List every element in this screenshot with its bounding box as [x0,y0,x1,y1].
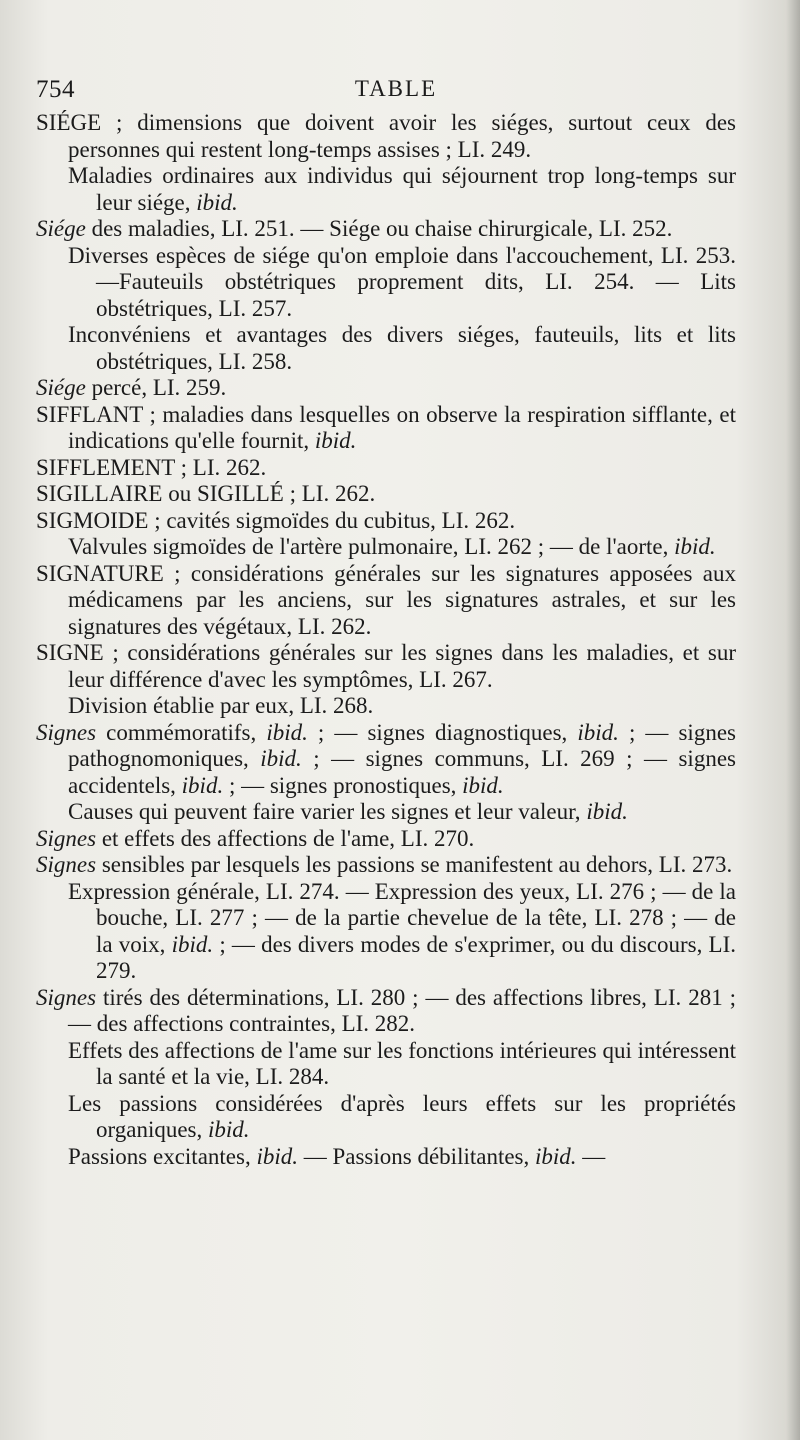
italic-text: ibid. [208,1117,250,1142]
index-entry [36,455,736,482]
entry-text: et effets des affections de l'ame, LI. 270. [96,825,475,851]
italic-text: ibid. [266,719,308,745]
index-entry [36,375,736,402]
entry-text: Effets des affections de l'ame sur les fonctions intérieures qui intéressent la santé et la vie, LI. 284. [68,1037,736,1089]
italic-text: ibid. [462,772,504,798]
entry-text: Inconvéniens et avantages des divers siéges, fauteuils, lits et lits obstétriques, LI. 258. [68,322,736,374]
index-entry [36,508,736,535]
italic-text: ibid. [260,746,302,771]
entry-text: ; — signes communs, LI. 269 ; — signes accidentels, [68,746,736,798]
index-entry [36,985,736,1038]
index-entry [36,826,736,853]
index-entry [36,481,736,508]
italic-text: ibid. [674,534,716,559]
index-entry [36,216,736,243]
index-subentry [36,163,736,216]
italic-text: Siége [36,375,86,400]
running-title: TABLE [354,76,438,101]
entry-text: ; — signes pronostiques, [223,772,463,798]
index-subentry [36,879,736,985]
entry-text: Passions excitantes, [68,1143,257,1169]
index-subentry [36,799,736,826]
entry-text: — Passions débilitantes, [297,1143,536,1169]
index-entry [36,402,736,455]
italic-text: ibid. [171,931,214,957]
entry-text: SIGMOIDE ; cavités sigmoïdes du cubitus, LI. 262. [36,507,516,533]
entry-text: commémoratifs, [96,719,267,745]
index-entry [36,110,736,163]
index-subentry [36,1144,736,1171]
page-header [36,76,756,106]
entry-text: SIÉGE ; dimensions que doivent avoir les siéges, surtout ceux des personnes qui restent long-temps assises ; LI. 249. [36,110,736,162]
index-subentry [36,1038,736,1091]
entry-text: percé, LI. 259. [85,375,227,400]
index-subentry [36,1091,736,1144]
entry-text: SIFFLANT ; maladies dans lesquelles on observe la respiration sifflante, et indications qu'elle fournit, [36,401,736,453]
index-entry [36,561,736,641]
index-subentry [36,322,736,375]
italic-text: ibid. [196,189,238,215]
entry-text: Expression générale, LI. 274. — Expression des yeux, LI. 276 ; — de la bouche, LI. 277 ; — de la partie chevelue de la tête, LI. 278 ; — de la voix, [68,878,736,957]
entry-text: des maladies, LI. 251. — Siége ou chaise chirurgicale, LI. 252. [85,216,673,241]
page-number: 754 [36,76,75,103]
italic-text: Signes [36,825,97,851]
entry-text: Les passions considérées d'après leurs effets sur les propriétés organiques, [68,1090,736,1142]
entry-text: Division établie par eux, LI. 268. [68,693,374,718]
entry-text: SIGNATURE ; considérations générales sur les signatures apposées aux médicamens par les anciens, sur les signatures astrales, et sur les signatures des végétaux, LI. 262. [36,560,736,639]
entry-text: Valvules sigmoïdes de l'artère pulmonaire, LI. 262 ; — de l'aorte, [68,534,675,559]
index-entry [36,852,736,879]
entry-text: sensibles par lesquels les passions se manifestent au dehors, LI. 273. [96,852,733,877]
italic-text: ibid. [577,719,619,745]
index-subentry [36,534,736,561]
index-entries [36,110,736,1170]
italic-text: Signes [36,852,97,877]
italic-text: Signes [36,719,97,745]
italic-text: Signes [36,984,97,1010]
index-entry [36,640,736,693]
italic-text: ibid. [181,772,224,798]
entry-text: tirés des déterminations, LI. 280 ; — des affections libres, LI. 281 ; — des affections contraintes, LI. 282. [68,984,736,1036]
entry-text: ; — signes diagnostiques, [307,719,578,745]
index-entry [36,720,736,800]
entry-text: Maladies ordinaires aux individus qui séjournent trop long-temps sur leur siége, [68,163,736,215]
entry-text: SIFFLEMENT ; LI. 262. [36,454,267,480]
index-subentry [36,243,736,323]
italic-text: ibid. [586,799,628,824]
page-edge-shadow [786,0,800,1440]
entry-text: — [576,1143,606,1169]
entry-text: ; — des divers modes de s'exprimer, ou du discours, LI. 279. [96,931,736,983]
entry-text: ; — signes pathognomoniques, [68,719,736,771]
italic-text: ibid. [535,1143,577,1169]
entry-text: Causes qui peuvent faire varier les signes et leur valeur, [68,799,587,824]
entry-text: SIGNE ; considérations générales sur les signes dans les maladies, et sur leur différence d'avec les symptômes, LI. 267. [36,640,736,692]
italic-text: ibid. [256,1143,298,1169]
italic-text: ibid. [314,428,357,453]
index-subentry [36,693,736,720]
entry-text: SIGILLAIRE ou SIGILLÉ ; LI. 262. [36,481,376,506]
italic-text: Siége [36,216,86,241]
entry-text: Diverses espèces de siége qu'on emploie dans l'accouchement, LI. 253.—Fauteuils obstétriques proprement dits, LI. 254. — Lits obstétriques, LI. 257. [68,242,736,321]
